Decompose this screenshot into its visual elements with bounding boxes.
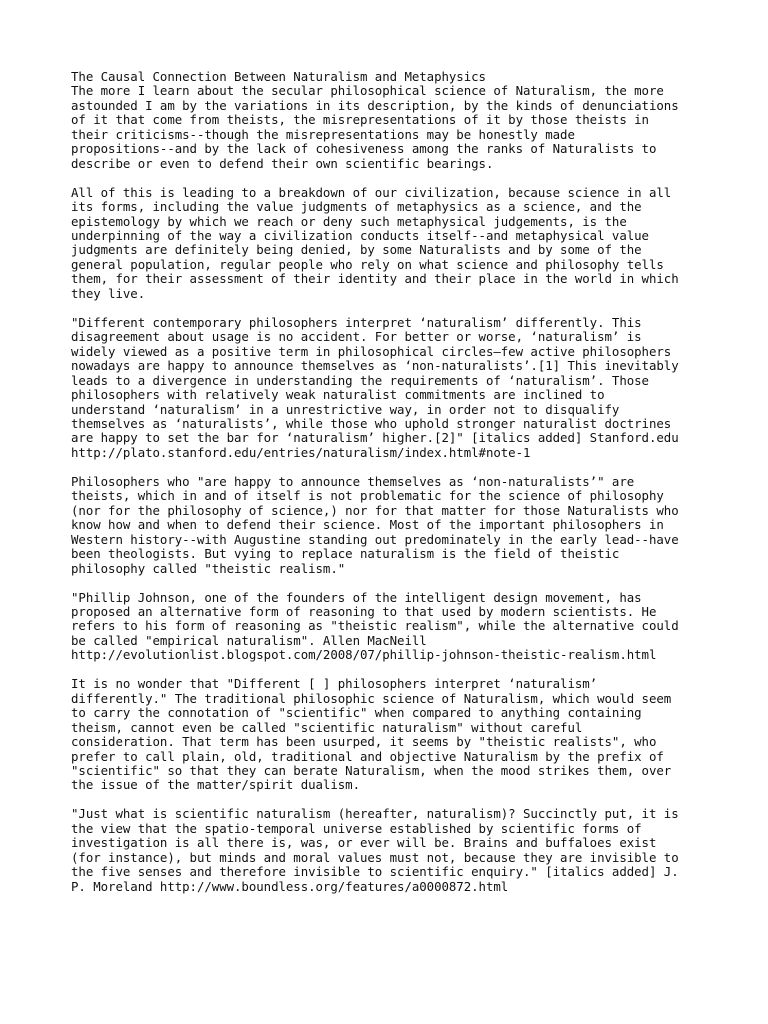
text-line: It is no wonder that "Different [ ] philosophers interpret ‘naturalism’ <box>71 676 598 692</box>
text-line: differently." The traditional philosophic science of Naturalism, which would seem <box>71 690 672 706</box>
text-line: the five senses and therefore invisible to scientific enquiry." [italics added] J. <box>71 864 679 880</box>
text-line: themselves as ‘naturalists’, while those who uphold stronger naturalist doctrines <box>71 415 672 431</box>
text-line: All of this is leading to a breakdown of our civilization, because science in all <box>71 184 672 200</box>
text-line: The more I learn about the secular philosophical science of Naturalism, the more <box>71 83 664 99</box>
text-line: them, for their assessment of their identity and their place in the world in which <box>71 271 679 287</box>
text-line: "Different contemporary philosophers interpret ‘naturalism’ differently. This <box>71 314 642 330</box>
text-line: (nor for the philosophy of science,) nor for that matter for those Naturalists who <box>71 502 679 518</box>
text-line: epistemology by which we reach or deny such metaphysical judgements, is the <box>71 213 627 229</box>
text-line: philosophy called "theistic realism." <box>71 560 346 576</box>
text-line: their criticisms--though the misrepresentations may be honestly made <box>71 126 575 142</box>
text-line: "Just what is scientific naturalism (hereafter, naturalism)? Succinctly put, it is <box>71 806 679 822</box>
text-line: astounded I am by the variations in its description, by the kinds of denunciations <box>71 97 679 113</box>
text-line: the view that the spatio-temporal universe established by scientific forms of <box>71 820 642 836</box>
text-line: are happy to set the bar for ‘naturalism’ higher.[2]" [italics added] Stanford.edu <box>71 430 679 446</box>
text-line: (for instance), but minds and moral values must not, because they are invisible to <box>71 849 679 865</box>
text-line: propositions--and by the lack of cohesiveness among the ranks of Naturalists to <box>71 141 657 157</box>
text-line: describe or even to defend their own scientific bearings. <box>71 155 494 171</box>
text-line: The Causal Connection Between Naturalism and Metaphysics <box>71 69 486 84</box>
text-line: general population, regular people who rely on what science and philosophy tells <box>71 256 664 272</box>
text-line: "scientific" so that they can berate Naturalism, when the mood strikes them, over <box>71 762 672 778</box>
text-line: of it that come from theists, the misrepresentations of it by those theists in <box>71 112 649 128</box>
paragraph <box>71 70 711 171</box>
text-line: been theologists. But vying to replace naturalism is the field of theistic <box>71 546 620 562</box>
text-line: understand ‘naturalism’ in a unrestrictive way, in order not to disqualify <box>71 401 620 417</box>
text-line: prefer to call plain, old, traditional and objective Naturalism by the prefix of <box>71 748 664 764</box>
text-line: http://evolutionlist.blogspot.com/2008/07/phillip-johnson-theistic-realism.html <box>71 647 657 663</box>
paragraph <box>71 316 711 461</box>
paragraph <box>71 807 711 894</box>
paragraph <box>71 677 711 793</box>
text-line: investigation is all there is, was, or ever will be. Brains and buffaloes exist <box>71 835 657 851</box>
text-line: "Phillip Johnson, one of the founders of the intelligent design movement, has <box>71 589 642 605</box>
document-body <box>71 70 711 909</box>
text-line: Philosophers who "are happy to announce themselves as ‘non-naturalists’" are <box>71 473 635 489</box>
text-line: theism, cannot even be called "scientific naturalism" without careful <box>71 719 583 735</box>
text-line: know how and when to defend their science. Most of the important philosophers in <box>71 517 664 533</box>
text-line: underpinning of the way a civilization conducts itself--and metaphysical value <box>71 228 649 244</box>
text-line: to carry the connotation of "scientific" when compared to anything containing <box>71 705 642 721</box>
text-line: philosophers with relatively weak naturalist commitments are inclined to <box>71 387 605 403</box>
text-line: http://plato.stanford.edu/entries/naturalism/index.html#note-1 <box>71 444 531 460</box>
text-line: judgments are definitely being denied, by some Naturalists and by some of the <box>71 242 642 258</box>
text-line: they live. <box>71 285 146 301</box>
text-line: widely viewed as a positive term in philosophical circles—few active philosophers <box>71 343 672 359</box>
paragraph <box>71 186 711 302</box>
text-line: proposed an alternative form of reasoning to that used by modern scientists. He <box>71 603 657 619</box>
text-line: its forms, including the value judgments of metaphysics as a science, and the <box>71 199 642 215</box>
paragraph <box>71 591 711 663</box>
text-line: refers to his form of reasoning as "theistic realism", while the alternative could <box>71 618 679 634</box>
text-line: nowadays are happy to announce themselves as ‘non-naturalists’.[1] This inevitably <box>71 358 679 374</box>
paragraph <box>71 475 711 576</box>
text-line: theists, which in and of itself is not problematic for the science of philosophy <box>71 488 664 504</box>
text-line: the issue of the matter/spirit dualism. <box>71 777 360 793</box>
text-line: P. Moreland http://www.boundless.org/features/a0000872.html <box>71 878 509 894</box>
text-line: leads to a divergence in understanding the requirements of ‘naturalism’. Those <box>71 372 649 388</box>
text-line: Western history--with Augustine standing out predominately in the early lead--have <box>71 531 679 547</box>
text-line: consideration. That term has been usurped, it seems by "theistic realists", who <box>71 734 657 750</box>
text-line: disagreement about usage is no accident. For better or worse, ‘naturalism’ is <box>71 329 642 345</box>
text-line: be called "empirical naturalism". Allen MacNeill <box>71 632 427 648</box>
